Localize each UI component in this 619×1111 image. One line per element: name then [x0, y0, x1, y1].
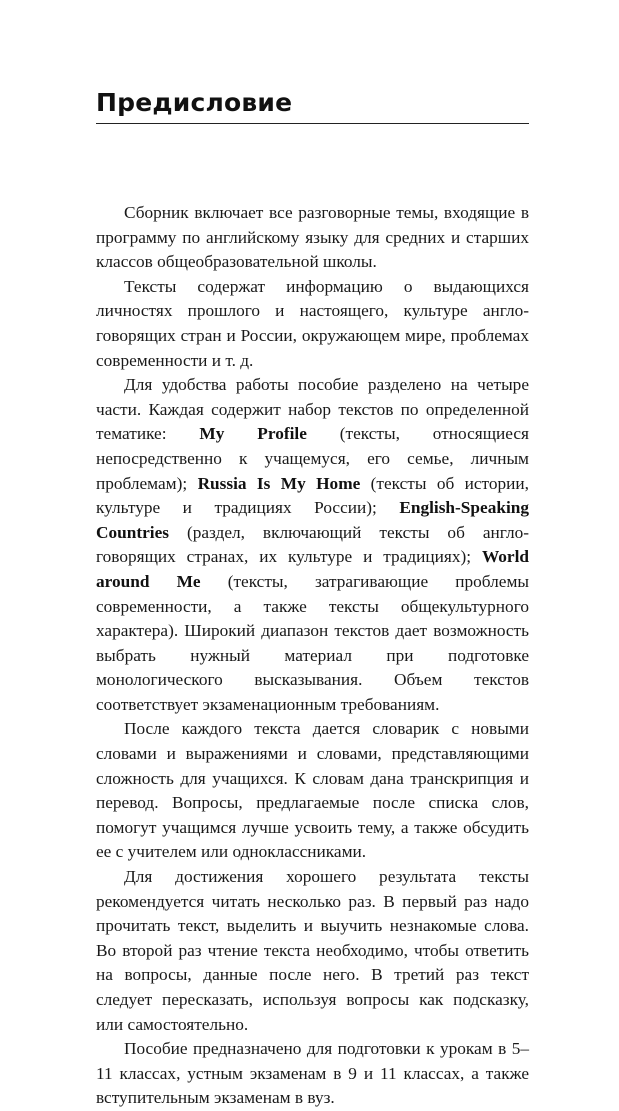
paragraph-3-text-3: (тексты об истории, культуре и традициях России); [96, 473, 529, 518]
paragraph-4: После каждого текста дается словарик с новыми словами и выражениями и словами, представляющими сложность для учащихся. К словам дана транскрипция и перевод. Вопросы, предлагаемые после списка слов, помогут учащимся лучше усвоить тему, а также обсудить ее с учителем или одноклассниками. [96, 719, 529, 862]
section-title-russia-is-my-home: Russia Is My Home [197, 473, 361, 493]
paragraph-3-text-1: Для удобства работы пособие разделено на четыре части. Каждая содержит набор текстов по определенной тематике: [96, 375, 529, 444]
section-title-my-profile: My Profile [199, 424, 307, 444]
section-title-english-speaking-countries: English-Speaking Countries [96, 498, 529, 542]
paragraph-5: Для достижения хорошего результата тексты рекомендуется читать несколько раз. В первый раз надо прочитать текст, выделить и выучить незнакомые слова. Во второй раз чтение текста необходимо, чтобы ответить на вопросы, данные после него. В третий раз текст следует пересказать, используя вопросы как подсказку, или самостоятельно. [96, 867, 529, 1034]
page-title: Предисловие [96, 88, 293, 117]
paragraph-3-text-5: (тексты, затрагивающие проблемы современности, а также тексты общекультурного характера). Широкий диапазон текстов дает возможность выбрать нужный материал при подготовке монологического высказывания. Объем текстов соответствует экзаменационным требованиям. [96, 571, 529, 714]
title-underline [96, 123, 529, 124]
section-title-world-around-me: World around Me [96, 547, 529, 591]
paragraph-2: Тексты содержат информацию о выдающихся личностях прошлого и настоящего, культуре англо-говорящих стран и России, окружающем мире, проблемах современности и т. д. [96, 276, 529, 370]
paragraph-6: Пособие предназначено для подготовки к урокам в 5–11 классах, устным экзаменам в 9 и 11 классах, а также вступительным экзаменам в вуз. [96, 1039, 529, 1108]
paragraph-1: Сборник включает все разговорные темы, входящие в программу по английскому языку для средних и старших классов общеобразовательной школы. [96, 203, 529, 272]
paragraph-3-text-4: (раздел, включающий тексты об англо-говорящих странах, их культуре и традициях); [96, 522, 529, 567]
paragraph-3-text-2: (тексты, относящиеся непосредственно к учащемуся, его семье, личным проблемам); [96, 424, 529, 493]
paragraph-3 [96, 373, 529, 717]
preface-body [96, 201, 529, 1111]
